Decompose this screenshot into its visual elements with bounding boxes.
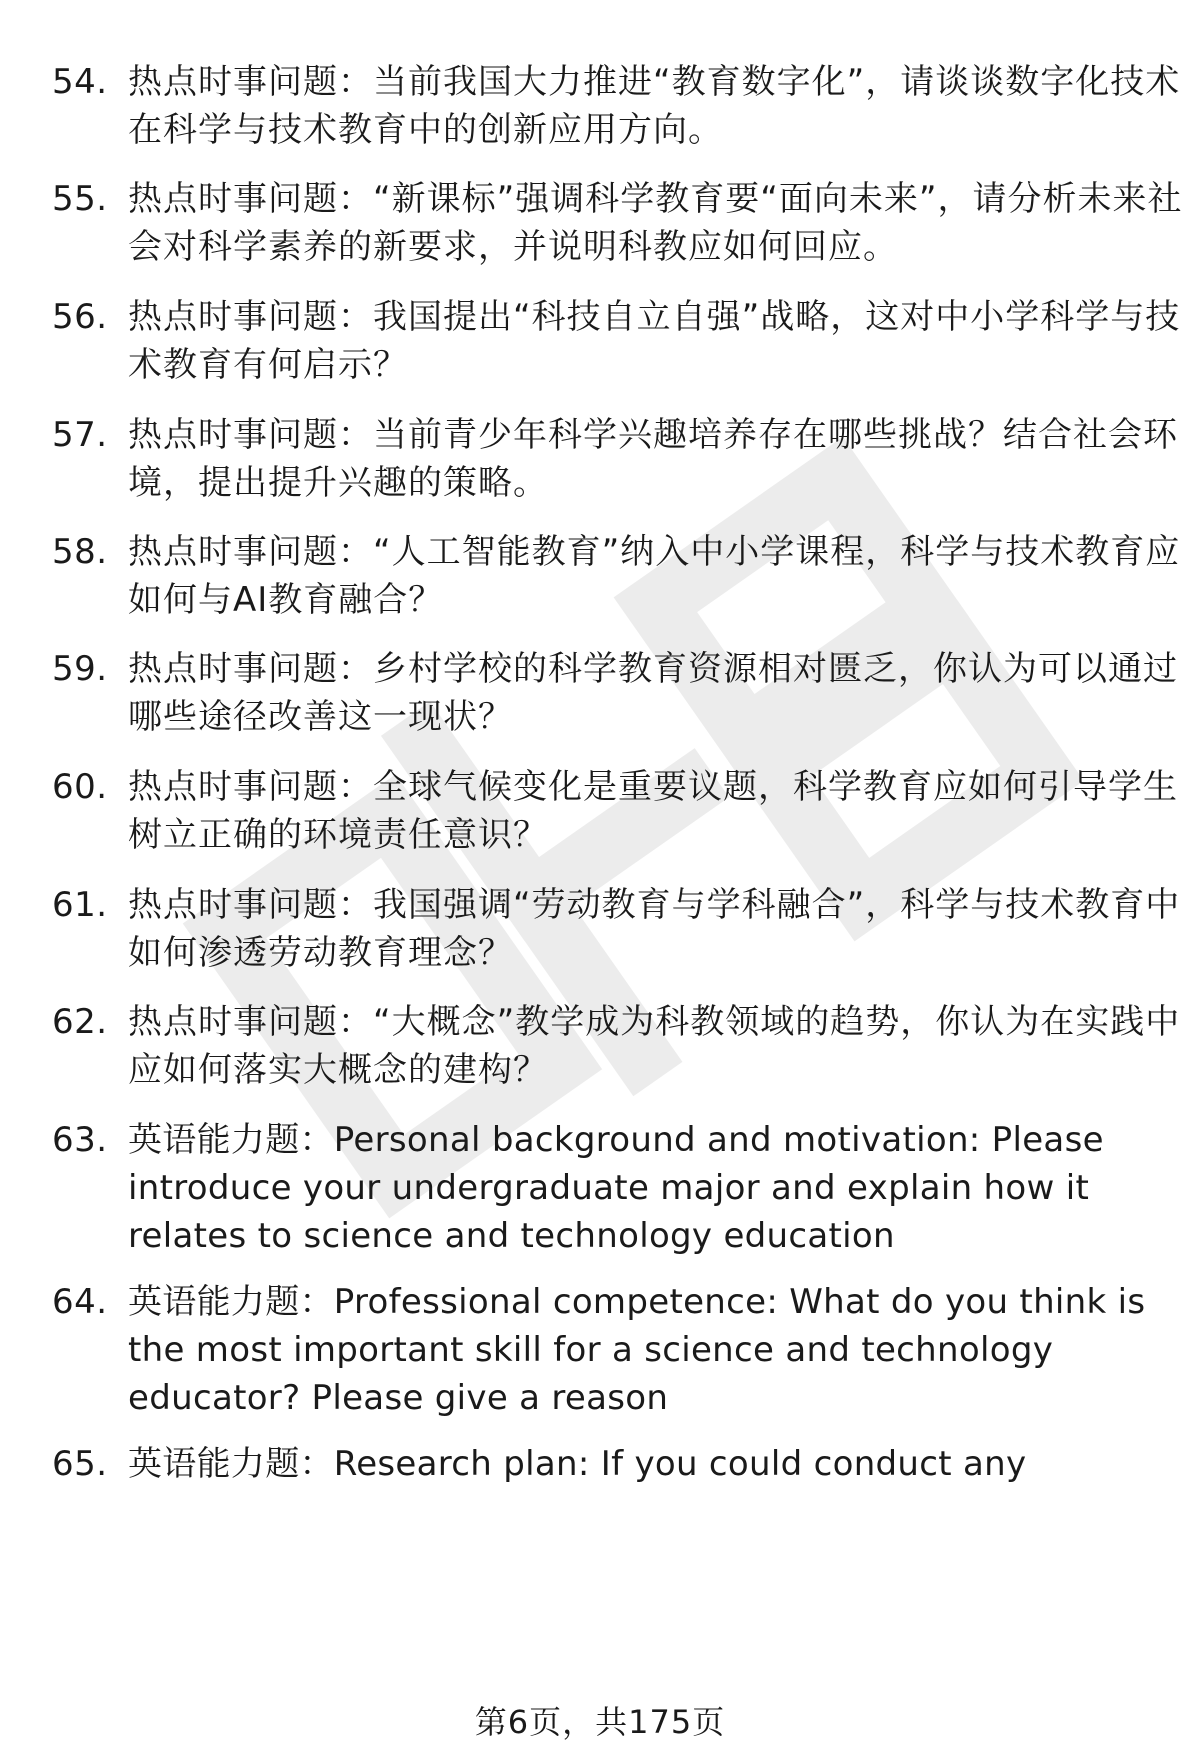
question-number: 63. (52, 1120, 108, 1160)
question-text: 热点时事问题：乡村学校的科学教育资源相对匮乏，你认为可以通过哪些途径改善这一现状？ (128, 649, 1178, 737)
question-number: 56. (52, 297, 108, 337)
question-text: 热点时事问题：当前我国大力推进“教育数字化”，请谈谈数字化技术在科学与技术教育中的创新应用方向。 (128, 62, 1181, 150)
question-text: 热点时事问题：“大概念”教学成为科教领域的趋势，你认为在实践中应如何落实大概念的建构？ (128, 1002, 1181, 1090)
question-text: 热点时事问题：我国提出“科技自立自强”战略，这对中小学科学与技术教育有何启示？ (128, 297, 1181, 385)
question-text: 热点时事问题：当前青少年科学兴趣培养存在哪些挑战？结合社会环境，提出提升兴趣的策略。 (128, 415, 1178, 503)
question-text: 热点时事问题：“人工智能教育”纳入中小学课程，科学与技术教育应如何与AI教育融合？ (128, 532, 1181, 620)
question-number: 58. (52, 532, 108, 572)
question-text: 英语能力题：Personal background and motivation: Please introduce your undergraduate major and explain how it relates to science and technology education (128, 1120, 1104, 1256)
question-number: 60. (52, 767, 108, 807)
question-text: 英语能力题：Professional competence: What do you think is the most important skill for a science and technology educator? Please give a reason (128, 1282, 1146, 1418)
question-text: 热点时事问题：我国强调“劳动教育与学科融合”，科学与技术教育中如何渗透劳动教育理念？ (128, 885, 1181, 973)
question-number: 54. (52, 62, 108, 102)
question-text: 热点时事问题：“新课标”强调科学教育要“面向未来”，请分析未来社会对科学素养的新要求，并说明科教应如何回应。 (128, 179, 1183, 267)
question-number: 65. (52, 1444, 108, 1484)
question-number: 62. (52, 1002, 108, 1042)
question-number: 59. (52, 649, 108, 689)
question-number: 57. (52, 415, 108, 455)
question-number: 55. (52, 179, 108, 219)
question-text: 热点时事问题：全球气候变化是重要议题，科学教育应如何引导学生树立正确的环境责任意识？ (128, 767, 1178, 855)
page-number: 第6页，共175页 (474, 1703, 726, 1741)
question-text: 英语能力题：Research plan: If you could conduct any (128, 1444, 1027, 1484)
question-number: 64. (52, 1282, 108, 1322)
question-number: 61. (52, 885, 108, 925)
